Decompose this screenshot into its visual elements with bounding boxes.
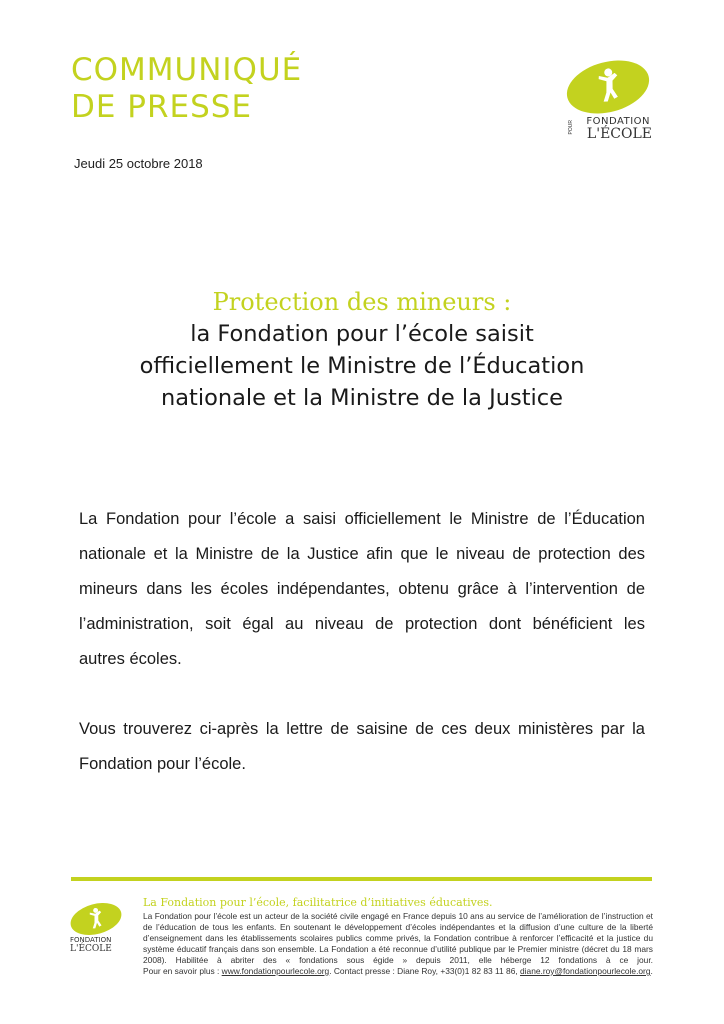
body-line: Fondation pour l’école. [79, 755, 246, 773]
logo-name-line-2: L'ÉCOLE [586, 126, 652, 142]
body-line: mineurs dans les écoles indépendantes, obtenu grâce à l’intervention de [79, 580, 645, 598]
footer-logo-line-1: FONDATION [70, 936, 112, 944]
release-date: Jeudi 25 octobre 2018 [74, 156, 203, 171]
contact-suffix: . [650, 966, 653, 976]
press-release-heading [71, 52, 302, 126]
headline-line-3: officiellement le Ministre de l’Éducation [139, 353, 585, 379]
body-line: Vous trouverez ci-après la lettre de saisine de ces deux ministères par la [79, 720, 645, 738]
headline-line-1: Protection des mineurs : [212, 288, 512, 316]
body-paragraph-1 [79, 502, 645, 677]
headline [60, 286, 664, 414]
footer-tagline: La Fondation pour l’école, facilitatrice d’initiatives éducatives. [143, 896, 493, 909]
headline-line-2: la Fondation pour l’école saisit [190, 321, 534, 347]
footer-divider [71, 877, 652, 881]
body-line: l’administration, soit égal au niveau de protection dont bénéficient les [79, 615, 645, 633]
footer-logo-line-2: L'ÉCOLE [70, 944, 112, 954]
footer-description [143, 911, 653, 977]
footer-logo [66, 902, 128, 958]
body-line: La Fondation pour l’école a saisi officiellement le Ministre de l’Éducation [79, 510, 645, 528]
child-figure-icon [591, 65, 625, 105]
heading-line-2: DE PRESSE [71, 89, 253, 125]
child-figure-icon [85, 905, 106, 930]
logo-pour-text: POUR [568, 120, 574, 135]
fondation-logo [562, 58, 656, 144]
heading-line-1: COMMUNIQUÉ [71, 52, 303, 88]
footer-contact-line [143, 966, 653, 977]
contact-middle: . Contact presse : Diane Roy, +33(0)1 82 83 11 86, [329, 966, 521, 976]
logo-blob [561, 52, 655, 122]
footer-line: système éducatif français dans son ensemble. La Fondation a été reconnue d’utilité publique par le Premier ministre (décret du 18 mars [143, 944, 653, 954]
body-line: autres écoles. [79, 650, 182, 668]
footer-line: de l’éducation de tous les enfants. En soutenant le développement d’écoles indépendantes et la diffusion d’une culture de la liberté [143, 922, 653, 932]
footer-line: d’enseignement dans les établissements scolaires publics comme privés, la Fondation contribue à renforcer l’efficacité et la justice du [143, 933, 653, 943]
headline-line-4: nationale et la Ministre de la Justice [160, 385, 564, 411]
email-link[interactable]: diane.roy@fondationpourlecole.org [520, 966, 651, 976]
contact-prefix: Pour en savoir plus : [143, 966, 222, 976]
body-line: nationale et la Ministre de la Justice afin que le niveau de protection des [79, 545, 645, 563]
footer-logo-blob [67, 898, 125, 940]
website-link[interactable]: www.fondationpourlecole.org [221, 966, 330, 976]
footer-line: La Fondation pour l’école est un acteur de la société civile engagé en France depuis 10 ans au service de l’amélioration de l’instruction et [143, 911, 653, 921]
logo-name-line-1: FONDATION [586, 116, 650, 127]
footer-line: 2008). Habilitée à abriter des « fondations sous égide » depuis 2011, elle héberge 12 fondations à ce jour. [143, 955, 653, 965]
body-paragraph-2 [79, 712, 645, 782]
